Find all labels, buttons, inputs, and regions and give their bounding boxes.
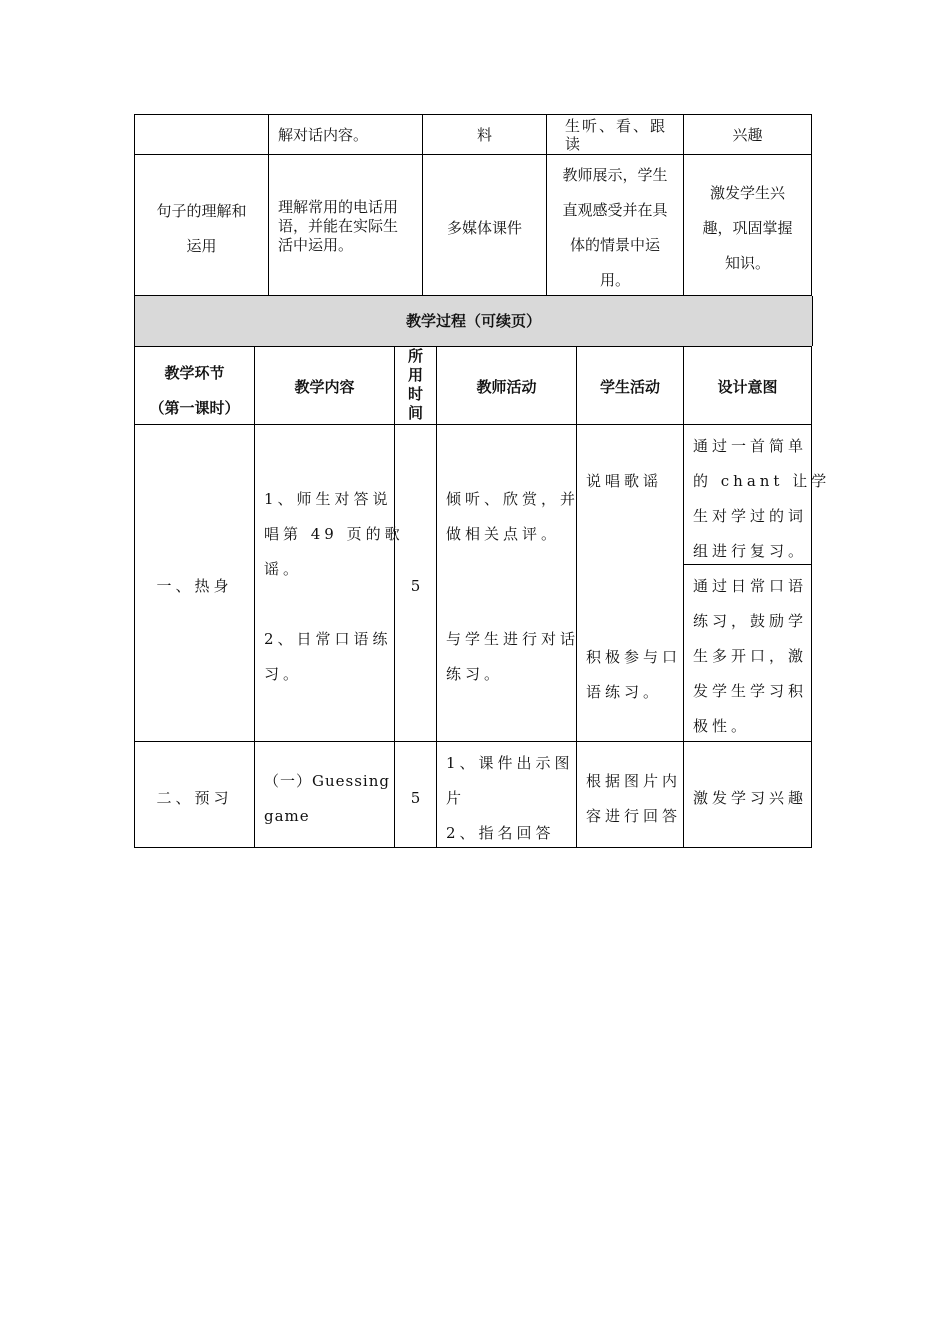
header-student: 学生活动 — [599, 378, 660, 396]
row-warmup-intent-1: 通过一首简单 的 chant 让学 生对学过的词 组进行复习。 — [693, 437, 831, 560]
row2-teacher-activity: 教师展示，学生 直观感受并在具 体的情景中运 用。 — [562, 166, 668, 289]
header-teacher: 教师活动 — [476, 378, 537, 396]
row2-resource: 多媒体课件 — [446, 219, 522, 237]
row2-content: 理解常用的电话用 语，并能在实际生 活中运用。 — [278, 198, 399, 254]
row-preview-section: 二、预习 — [156, 789, 233, 807]
row-warmup-time: 5 — [410, 577, 421, 595]
row-preview-teacher: 1、课件出示图 片 2、指名回答 — [446, 754, 574, 842]
row-warmup-section: 一、热身 — [156, 577, 233, 595]
header-time: 所 用 时 间 — [407, 347, 423, 422]
row1-student-activity: 生听、看、跟 读 — [565, 117, 668, 153]
row-warmup-student-1: 说唱歌谣 — [586, 472, 663, 490]
header-intent: 设计意图 — [717, 378, 778, 396]
row-warmup-content-1: 1、师生对答说 唱第 49 页的歌 谣。 — [264, 490, 404, 578]
row-preview-student: 根据图片内 容进行回答 — [586, 772, 682, 825]
row-preview-intent: 激发学习兴趣 — [693, 789, 808, 807]
row2-intent: 激发学生兴 趣，巩固掌握 知识。 — [702, 184, 793, 272]
row-warmup-content-2: 2、日常口语练 习。 — [264, 630, 392, 683]
row-preview-content: （一）Guessing game — [264, 772, 390, 825]
row-warmup-student-2: 积极参与口 语练习。 — [586, 648, 682, 701]
row2-topic: 句子的理解和 运用 — [156, 202, 247, 255]
row-warmup-intent-2: 通过日常口语 练习，鼓励学 生多开口，激 发学生学习积 极性。 — [693, 577, 808, 735]
row-warmup-teacher-1: 倾听、欣赏，并 做相关点评。 — [446, 490, 580, 543]
header-content: 教学内容 — [294, 378, 355, 396]
row-warmup-teacher-2: 与学生进行对话 练习。 — [446, 630, 580, 683]
row1-intent: 兴趣 — [732, 126, 763, 144]
row1-content: 解对话内容。 — [278, 126, 369, 144]
row1-resource: 料 — [476, 126, 492, 144]
row-preview-time: 5 — [410, 789, 421, 807]
header-section: 教学环节 （第一课时） — [149, 364, 240, 417]
process-title: 教学过程（可续页） — [405, 312, 541, 330]
